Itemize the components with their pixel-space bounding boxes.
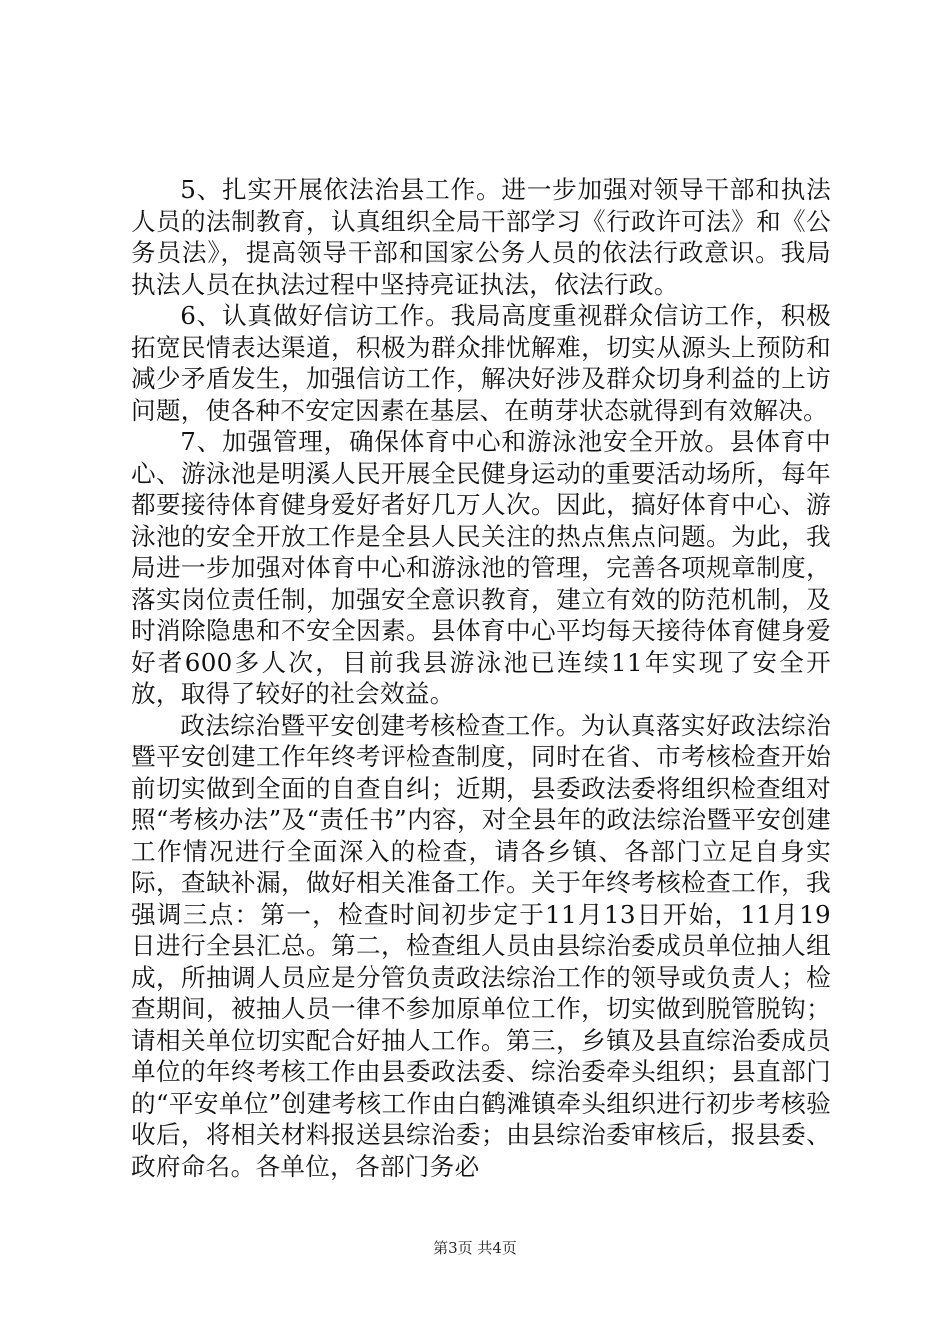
page-number-label: 第3页 共4页 xyxy=(433,1239,517,1257)
paragraph-item-6: 6、认真做好信访工作。我局高度重视群众信访工作，积极拓宽民情表达渠道，积极为群众排忧解难，切实从源头上预防和减少矛盾发生，加强信访工作，解决好涉及群众切身利益的上访问题，使各种不安定因素在基层、在萌芽状态就得到有效解决。 xyxy=(131,301,831,425)
page-footer xyxy=(0,1238,950,1258)
paragraph-item-5: 5、扎实开展依法治县工作。进一步加强对领导干部和执法人员的法制教育，认真组织全局干部学习《行政许可法》和《公务员法》，提高领导干部和国家公务人员的依法行政意识。我局执法人员在执法过程中坚持亮证执法，依法行政。 xyxy=(131,175,831,299)
document-body xyxy=(131,174,831,1182)
paragraph-inspection-work: 政法综治暨平安创建考核检查工作。为认真落实好政法综治暨平安创建工作年终考评检查制度，同时在省、市考核检查开始前切实做到全面的自查自纠；近期，县委政法委将组织检查组对照“考核办法”及“责任书”内容，对全县年的政法综治暨平安创建工作情况进行全面深入的检查，请各乡镇、各部门立足自身实际，查缺补漏，做好相关准备工作。关于年终考核检查工作，我强调三点：第一，检查时间初步定于11月13日开始，11月19日进行全县汇总。第二，检查组人员由县综治委成员单位抽人组成，所抽调人员应是分管负责政法综治工作的领导或负责人；检查期间，被抽人员一律不参加原单位工作，切实做到脱管脱钩；请相关单位切实配合好抽人工作。第三，乡镇及县直综治委成员单位的年终考核工作由县委政法委、综治委牵头组织；县直部门的“平安单位”创建考核工作由白鹤滩镇牵头组织进行初步考核验收后，将相关材料报送县综治委；由县综治委审核后，报县委、政府命名。各单位，各部门务必 xyxy=(131,710,831,1181)
paragraph-item-7: 7、加强管理，确保体育中心和游泳池安全开放。县体育中心、游泳池是明溪人民开展全民健身运动的重要活动场所，每年都要接待体育健身爱好者好几万人次。因此，搞好体育中心、游泳池的安全开放工作是全县人民关注的热点焦点问题。为此，我局进一步加强对体育中心和游泳池的管理，完善各项规章制度，落实岗位责任制，加强安全意识教育，建立有效的防范机制，及时消除隐患和不安全因素。县体育中心平均每天接待体育健身爱好者600多人次，目前我县游泳池已连续11年实现了安全开放，取得了较好的社会效益。 xyxy=(131,427,831,708)
